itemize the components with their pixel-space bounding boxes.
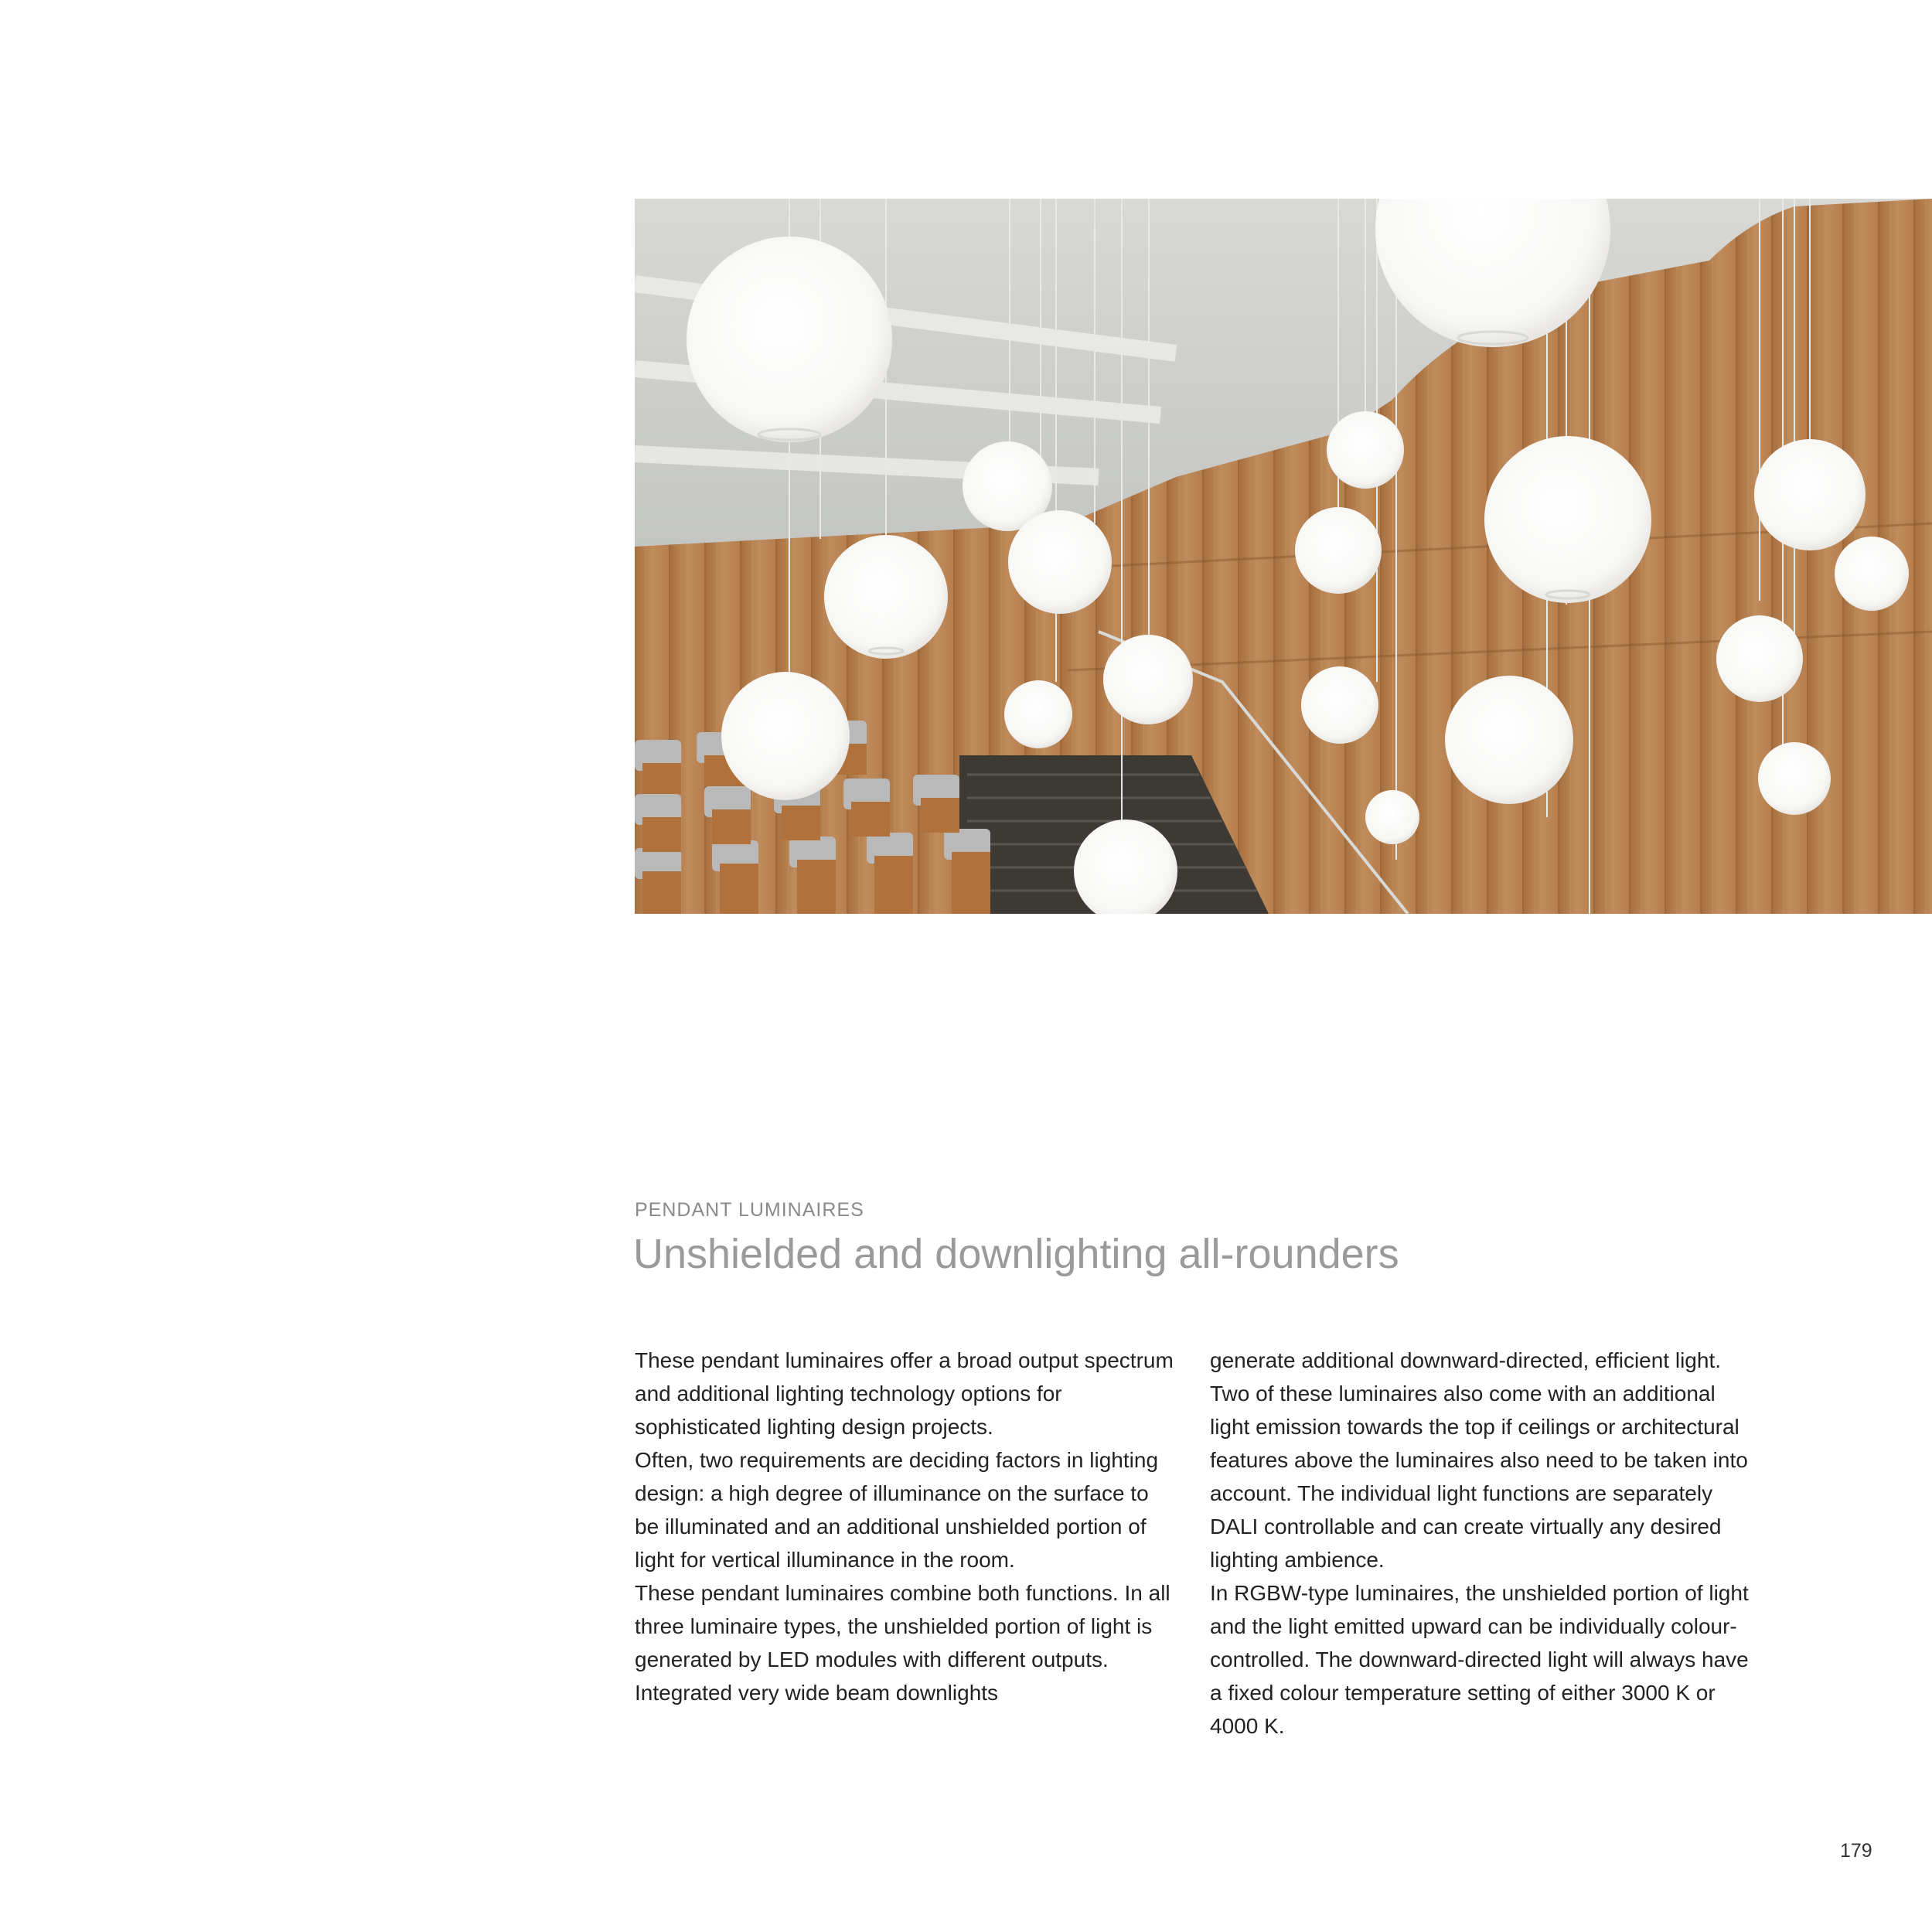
body-paragraph: generate additional downward-directed, efficient light. Two of these luminaires also come with an additional light emission towards the top if ceilings or architectural features above the luminaires also need to be taken into account. The individual light functions are separately DALI controllable and can create virtually any desired lighting ambience. — [1210, 1348, 1748, 1572]
body-column-left — [635, 1344, 1176, 1709]
body-column-right — [1210, 1344, 1751, 1743]
auditorium-photo — [635, 199, 1932, 914]
body-paragraph: Often, two requirements are deciding factors in lighting design: a high degree of illuminance on the surface to be illuminated and an additional unshielded portion of light for vertical illuminance in the room. — [635, 1448, 1159, 1572]
body-paragraph: In RGBW-type luminaires, the unshielded portion of light and the light emitted upward can be individually colour-controlled. The downward-directed light will always have a fixed colour temperature setting of either 3000 K or 4000 K. — [1210, 1581, 1749, 1738]
page-headline: Unshielded and downlighting all-rounders — [633, 1231, 1399, 1277]
page-number: 179 — [1840, 1840, 1872, 1862]
auditorium-photo-illustration — [635, 199, 1932, 914]
body-paragraph: These pendant luminaires combine both functions. In all three luminaire types, the unshielded portion of light is generated by LED modules with different outputs. Integrated very wide beam downlights — [635, 1581, 1170, 1705]
body-paragraph: These pendant luminaires offer a broad output spectrum and additional lighting technology options for sophisticated lighting design projects. — [635, 1348, 1174, 1439]
section-label: PENDANT LUMINAIRES — [635, 1199, 864, 1221]
